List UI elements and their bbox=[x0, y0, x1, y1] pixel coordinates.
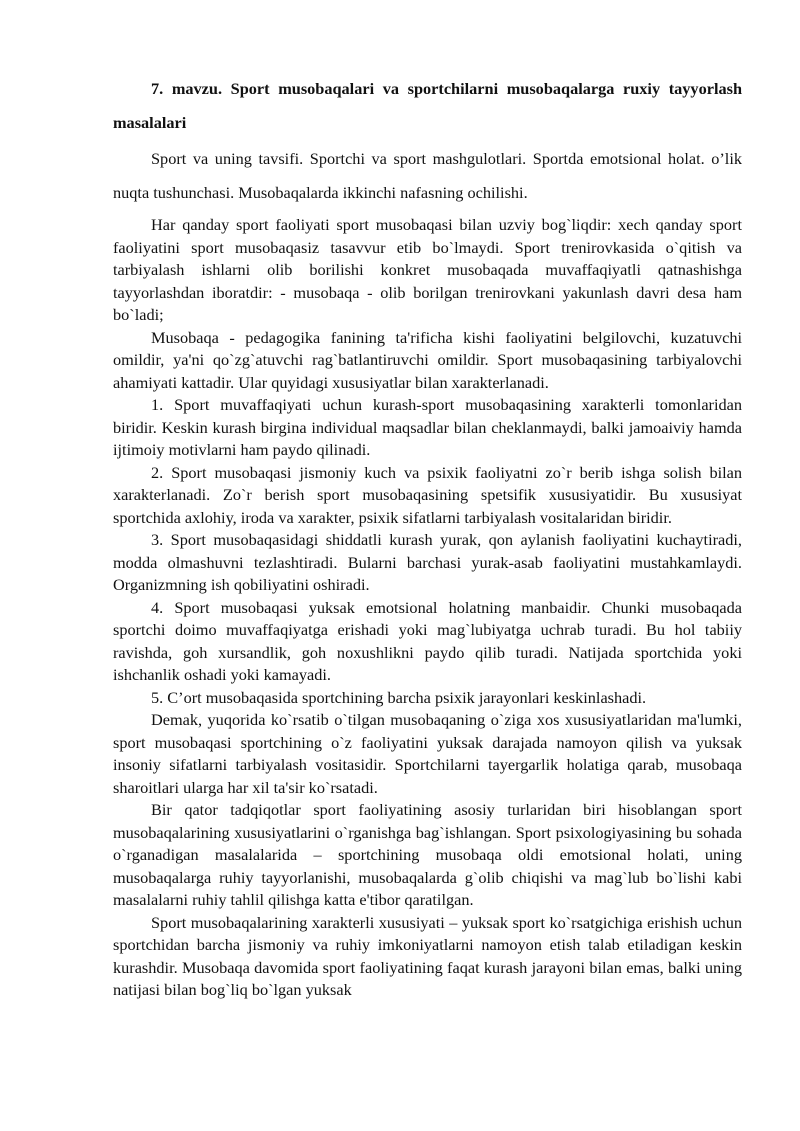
paragraph: 3. Sport musobaqasidagi shiddatli kurash yurak, qon aylanish faoliyatini kuchaytiradi, modda olmashuvni tezlashtiradi. Bularni barchasi yurak-asab faoliyatini mustahkamlaydi. Organizmning ish qobiliyatini oshiradi. bbox=[113, 530, 742, 594]
document-title: 7. mavzu. Sport musobaqalari va sportchilarni musobaqalarga ruxiy tayyorlash masalalari bbox=[113, 79, 742, 132]
document-subtitle: Sport va uning tavsifi. Sportchi va sport mashgulotlari. Sportda emotsional holat. o’lik nuqta tushunchasi. Musobaqalarda ikkinchi nafasning ochilishi. bbox=[113, 149, 742, 202]
paragraph: 5. C’ort musobaqasida sportchining barcha psixik jarayonlari keskinlashadi. bbox=[151, 687, 647, 707]
paragraph: Har qanday sport faoliyati sport musobaqasi bilan uzviy bog`liqdir: xech qanday sport faoliyatini sport musobaqasiz tasavvur etib bo`lmaydi. Sport trenirovkasida o`qitish va tarbiyalash ishlarni olib borilishi konkret musobaqada muvaffaqiyatli qatnashishga tayyorlashdan iboratdir: - musobaqa - olib borilgan trenirovkani yakunlash davri desa ham bo`ladi; bbox=[113, 215, 742, 324]
paragraph: 4. Sport musobaqasi yuksak emotsional holatning manbaidir. Chunki musobaqada sportchi doimo muvaffaqiyatga erishadi yoki mag`lubiyatga uchrab turadi. Bu hol tabiiy ravishda, goh xursandlik, goh noxushlikni paydo qilib turadi. Natijada sportchida yoki ishchanlik oshadi yoki kamayadi. bbox=[113, 597, 742, 684]
paragraph: Bir qator tadqiqotlar sport faoliyatining asosiy turlaridan biri hisoblangan sport musobaqalarining xususiyatlarini o`rganishga bag`ishlangan. Sport psixologiyasining bu sohada o`rganadigan masalalarida – sportchining musobaqa oldi emotsional holati, uning musobaqalarga ruhiy tayyorlanishi, musobaqalarda g`olib chiqishi va mag`lub bo`lishi kabi masalalarni ruhiy tahlil qilishga katta e'tibor qaratilgan. bbox=[113, 800, 742, 909]
paragraph: Musobaqa - pedagogika fanining ta'rificha kishi faoliyatini belgilovchi, kuzatuvchi omildir, ya'ni qo`zg`atuvchi rag`batlantiruvchi omildir. Sport musobaqasining tarbiyalovchi ahamiyati kattadir. Ular quyidagi xususiyatlar bilan xarakterlanadi. bbox=[113, 327, 742, 392]
paragraph: Demak, yuqorida ko`rsatib o`tilgan musobaqaning o`ziga xos xususiyatlaridan ma'lumki, sport musobaqasi sportchining o`z faoliyatini yuksak darajada namoyon qilish va yuksak insoniy sifatlarni tarbiyalash vositasidir. Sportchilarni tayergarlik holatiga qarab, musobaqa sharoitlari ularga har xil ta'sir ko`rsatadi. bbox=[113, 710, 742, 797]
paragraph: 2. Sport musobaqasi jismoniy kuch va psixik faoliyatni zo`r berib ishga solish bilan xarakterlanadi. Zo`r berish sport musobaqasining spetsifik xususiyatidir. Bu xususiyat sportchida axlohiy, iroda va xarakter, psixik sifatlarni tarbiyalash vositalaridan biridir. bbox=[113, 462, 742, 527]
document-page bbox=[113, 72, 742, 1002]
paragraph: 1. Sport muvaffaqiyati uchun kurash-sport musobaqasining xarakterli tomonlaridan biridir. Keskin kurash birgina individual maqsadlar bilan cheklanmaydi, balki jamoaiviy hamda ijtimoiy motivlarni ham paydo qilinadi. bbox=[113, 395, 742, 459]
paragraph: Sport musobaqalarining xarakterli xususiyati – yuksak sport ko`rsatgichiga erishish uchun sportchidan barcha jismoniy va ruhiy imkoniyatlarni namoyon etish talab etiladigan keskin kurashdir. Musobaqa davomida sport faoliyatining faqat kurash jarayoni bilan emas, balki uning natijasi bilan bog`liq bo`lgan yuksak bbox=[113, 912, 742, 999]
